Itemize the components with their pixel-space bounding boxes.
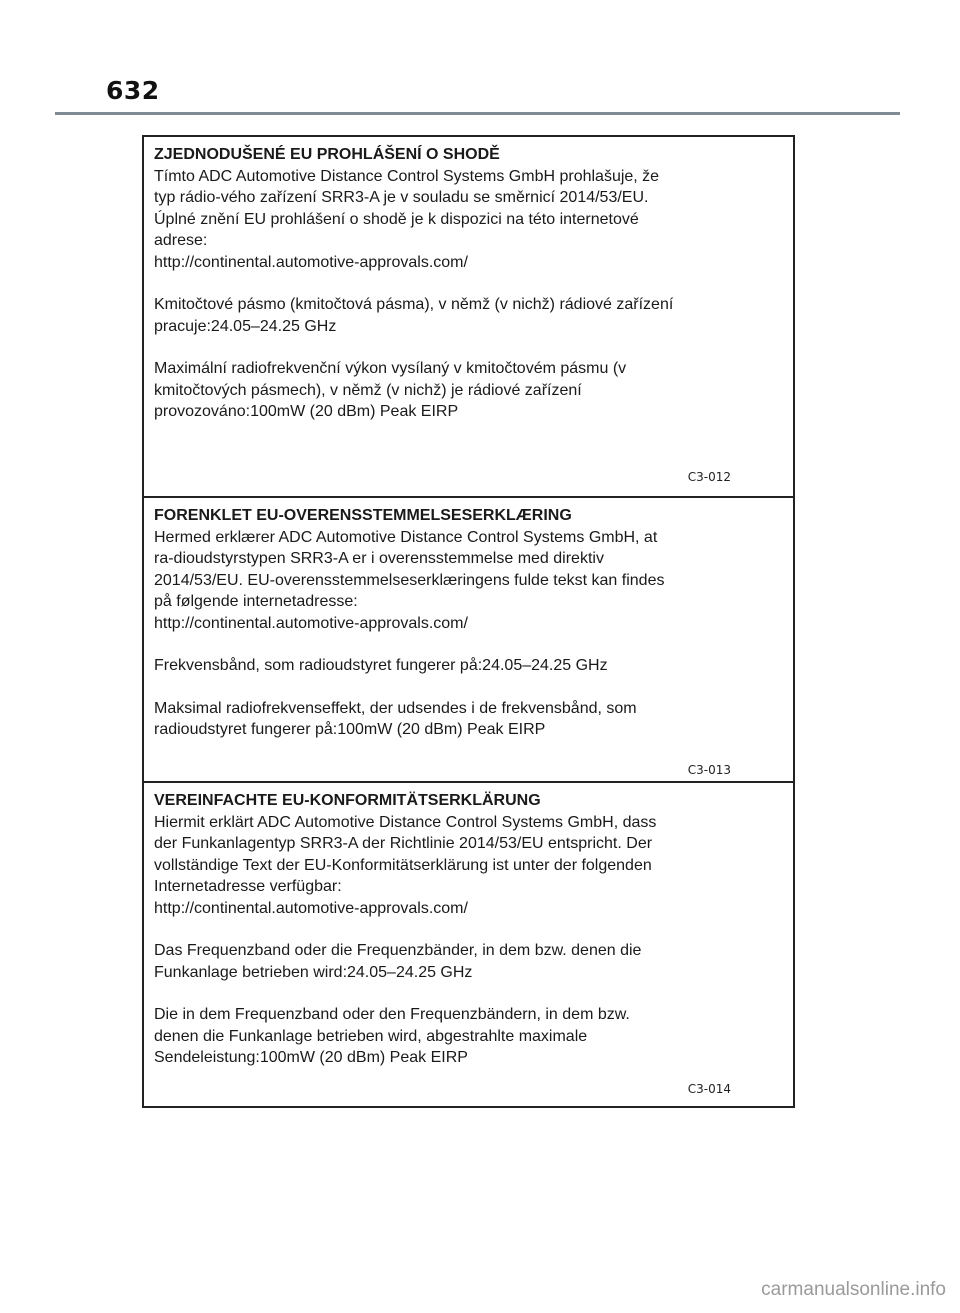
header-rule bbox=[55, 112, 900, 115]
text-line: Hermed erklærer ADC Automotive Distance Control Systems GmbH, at bbox=[154, 528, 658, 546]
text-line: Úplné znění EU prohlášení o shodě je k dispozici na této internetové bbox=[154, 210, 639, 228]
section-code: C3-014 bbox=[687, 1082, 731, 1096]
url-text: http://continental.automotive-approvals.com/ bbox=[154, 614, 468, 632]
section-code: C3-013 bbox=[687, 763, 731, 777]
text-line: Maksimal radiofrekvenseffekt, der udsendes i de frekvensbånd, som bbox=[154, 699, 637, 717]
declaration-text bbox=[154, 166, 783, 274]
declaration-text bbox=[154, 527, 783, 635]
text-line: Sendeleistung:100mW (20 dBm) Peak EIRP bbox=[154, 1049, 468, 1066]
text-line: ra-dioudstyrstypen SRR3-A er i overensstemmelse med direktiv bbox=[154, 550, 604, 567]
section-title: VEREINFACHTE EU-KONFORMITÄTSERKLÄRUNG bbox=[154, 792, 541, 809]
declaration-section-danish bbox=[144, 496, 793, 781]
text-line: 2014/53/EU. EU-overensstemmelseserklæringens fulde tekst kan findes bbox=[154, 571, 665, 589]
power-text bbox=[154, 358, 783, 423]
text-line: pracuje:24.05–24.25 GHz bbox=[154, 317, 337, 335]
text-line: Das Frequenzband oder die Frequenzbänder, in dem bzw. denen die bbox=[154, 942, 642, 959]
text-line: Die in dem Frequenzband oder den Frequenzbändern, in dem bzw. bbox=[154, 1006, 630, 1023]
frequency-text bbox=[154, 294, 783, 337]
text-line: vollständige Text der EU-Konformitätserklärung ist unter der folgenden bbox=[154, 856, 652, 874]
url-text: http://continental.automotive-approvals.com/ bbox=[154, 899, 468, 917]
declaration-text bbox=[154, 812, 783, 920]
text-line: Frekvensbånd, som radioudstyret fungerer på:24.05–24.25 GHz bbox=[154, 657, 608, 674]
declaration-section-czech bbox=[144, 137, 793, 496]
text-line: Maximální radiofrekvenční výkon vysílaný v kmitočtovém pásmu (v bbox=[154, 360, 627, 377]
section-title: FORENKLET EU-OVERENSSTEMMELSESERKLÆRING bbox=[154, 507, 572, 524]
power-text bbox=[154, 698, 783, 741]
declaration-section-german bbox=[144, 781, 793, 1106]
url-text: http://continental.automotive-approvals.com/ bbox=[154, 253, 468, 271]
text-line: adrese: bbox=[154, 232, 208, 249]
text-line: Hiermit erklärt ADC Automotive Distance Control Systems GmbH, dass bbox=[154, 813, 657, 831]
power-text bbox=[154, 1004, 783, 1069]
page-number: 632 bbox=[106, 76, 160, 105]
text-line: provozováno:100mW (20 dBm) Peak EIRP bbox=[154, 403, 459, 420]
text-line: Internetadresse verfügbar: bbox=[154, 878, 342, 895]
section-title: ZJEDNODUŠENÉ EU PROHLÁŠENÍ O SHODĚ bbox=[154, 146, 500, 163]
text-line: Funkanlage betrieben wird:24.05–24.25 GHz bbox=[154, 963, 473, 981]
section-code: C3-012 bbox=[687, 470, 731, 484]
text-line: på følgende internetadresse: bbox=[154, 593, 358, 610]
text-line: radioudstyret fungerer på:100mW (20 dBm) Peak EIRP bbox=[154, 721, 546, 738]
declaration-box bbox=[142, 135, 795, 1108]
text-line: Kmitočtové pásmo (kmitočtová pásma), v němž (v nichž) rádiové zařízení bbox=[154, 296, 674, 313]
frequency-text bbox=[154, 655, 783, 677]
text-line: Tímto ADC Automotive Distance Control Systems GmbH prohlašuje, že bbox=[154, 167, 660, 185]
text-line: typ rádio-vého zařízení SRR3-A je v souladu se směrnicí 2014/53/EU. bbox=[154, 189, 649, 206]
text-line: der Funkanlagentyp SRR3-A der Richtlinie 2014/53/EU entspricht. Der bbox=[154, 835, 653, 852]
frequency-text bbox=[154, 940, 783, 983]
site-watermark: carmanualsonline.info bbox=[761, 1279, 946, 1300]
text-line: kmitočtových pásmech), v němž (v nichž) je rádiové zařízení bbox=[154, 381, 582, 399]
text-line: denen die Funkanlage betrieben wird, abgestrahlte maximale bbox=[154, 1027, 588, 1045]
